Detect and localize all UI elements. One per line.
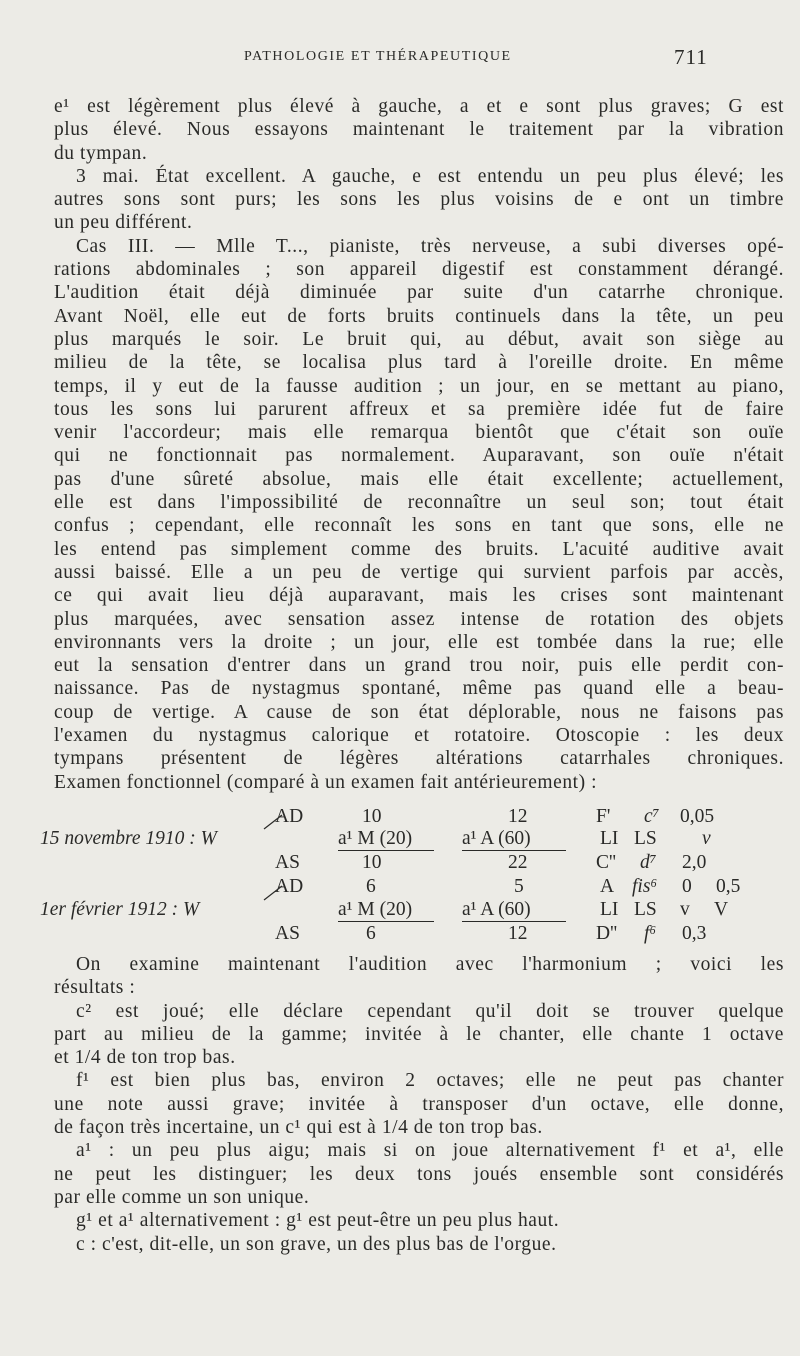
text-line: et 1/4 de ton trop bas.	[54, 1047, 236, 1069]
text-line: plus élevé. Nous essayons maintenant le traitement par la vibration	[54, 119, 784, 141]
exam-date: 15 novembre 1910 : W	[40, 828, 217, 849]
text-line: elle est dans l'impossibilité de reconnaître un seul son; tout était	[54, 492, 784, 514]
result-cell: c⁷	[644, 806, 660, 827]
as-value: 6	[366, 923, 376, 944]
text-line: Cas III. — Mlle T..., pianiste, très nerveuse, a subi diverses opé-	[76, 235, 784, 257]
text-line: milieu de la tête, se localisa plus tard à l'oreille droite. En même	[54, 352, 784, 374]
slash-mark	[262, 814, 284, 830]
text-line: part au milieu de la gamme; invitée à le chanter, elle chante 1 octave	[54, 1023, 784, 1045]
text-line: temps, il y eut de la fausse audition ; un jour, en se mettant au piano,	[54, 375, 784, 397]
result-cell: V	[714, 899, 729, 920]
result-cell: fis⁶	[632, 876, 658, 897]
body-text-lower	[54, 953, 784, 1256]
text-line: L'audition était déjà diminuée par suite d'un catarrhe chronique.	[54, 282, 784, 304]
exam-date: 1er février 1912 : W	[40, 899, 200, 920]
text-line: un peu différent.	[54, 212, 193, 234]
result-cell: v	[680, 899, 690, 920]
text-line: par elle comme un son unique.	[54, 1186, 310, 1208]
result-cell: LI	[600, 899, 619, 920]
text-line: a¹ : un peu plus aigu; mais si on joue alternativement f¹ et a¹, elle	[76, 1140, 784, 1162]
result-cell: LS	[634, 899, 657, 920]
result-cell: 2,0	[682, 852, 707, 873]
result-cell: F'	[596, 806, 611, 827]
running-title: PATHOLOGIE ET THÉRAPEUTIQUE	[244, 49, 512, 64]
text-line: rations abdominales ; son appareil digestif est constamment dérangé.	[54, 259, 784, 281]
tuning-fork-a: a¹ A (60)	[462, 828, 531, 849]
text-line: f¹ est bien plus bas, environ 2 octaves; elle ne peut pas chanter	[76, 1070, 784, 1092]
as-value: 12	[508, 923, 528, 944]
text-line: ne peut les distinguer; les deux tons joués ensemble sont considérés	[54, 1163, 784, 1185]
text-line: les entend pas simplement comme des bruits. L'acuité auditive avait	[54, 538, 784, 560]
hearing-exam-table	[40, 806, 790, 944]
tuning-fork-a: a¹ A (60)	[462, 899, 531, 920]
text-line: g¹ et a¹ alternativement : g¹ est peut-être un peu plus haut.	[76, 1210, 560, 1232]
page-header	[0, 47, 800, 71]
fraction-rule	[462, 850, 566, 851]
result-cell: v	[702, 828, 711, 849]
tuning-fork-m: a¹ M (20)	[338, 828, 413, 849]
text-line: Examen fonctionnel (comparé à un examen fait antérieurement) :	[54, 771, 598, 793]
text-line: Avant Noël, elle eut de forts bruits continuels dans la tête, un peu	[54, 305, 784, 327]
result-cell: LI	[600, 828, 619, 849]
text-line: aussi baissé. Elle a un peu de vertige qui survient parfois par accès,	[54, 561, 784, 583]
result-cell: 0,05	[680, 806, 715, 827]
result-cell: LS	[634, 828, 657, 849]
text-line: pas d'une sûreté absolue, mais elle était excellente; actuellement,	[54, 468, 784, 490]
text-line: c² est joué; elle déclare cependant qu'il doit se trouver quelque	[76, 1000, 784, 1022]
result-cell: D''	[596, 923, 618, 944]
result-cell: f⁶	[644, 923, 657, 944]
as-label: AS	[275, 852, 300, 873]
ad-value: 10	[362, 806, 382, 827]
text-line: c : c'est, dit-elle, un son grave, un des plus bas de l'orgue.	[76, 1233, 557, 1255]
as-label: AS	[275, 923, 300, 944]
ad-label: AD	[275, 806, 304, 827]
fraction-rule	[338, 921, 434, 922]
result-cell: 0,5	[716, 876, 741, 897]
text-line: du tympan.	[54, 142, 148, 164]
ad-value: 12	[508, 806, 528, 827]
text-line: naissance. Pas de nystagmus spontané, même pas quand elle a beau-	[54, 678, 784, 700]
text-line: confus ; cependant, elle reconnaît les sons en tant que sons, elle ne	[54, 515, 784, 537]
text-line: coup de vertige. A cause de son état déplorable, nous ne faisons pas	[54, 701, 784, 723]
text-line: qui ne fonctionnait pas normalement. Auparavant, son ouïe n'était	[54, 445, 784, 467]
text-line: On examine maintenant l'audition avec l'harmonium ; voici les	[76, 954, 784, 975]
result-cell: 0	[682, 876, 692, 897]
text-line: tympans présentent de légères altérations catarrhales chroniques.	[54, 748, 784, 770]
body-text-upper	[54, 95, 784, 794]
as-value: 22	[508, 852, 528, 873]
slash-mark	[262, 885, 284, 901]
result-cell: A	[600, 876, 615, 897]
text-line: venir l'accordeur; mais elle remarqua bientôt que c'était son ouïe	[54, 422, 784, 444]
result-cell: 0,3	[682, 923, 707, 944]
fraction-rule	[462, 921, 566, 922]
text-line: ce qui avait lieu déjà auparavant, mais les crises sont maintenant	[54, 585, 784, 607]
text-line: eut la sensation d'entrer dans un grand trou noir, puis elle perdit con-	[54, 655, 784, 677]
result-cell: C''	[596, 852, 617, 873]
text-line: résultats :	[54, 977, 136, 999]
text-line: de façon très incertaine, un c¹ qui est à 1/4 de ton trop bas.	[54, 1117, 543, 1139]
ad-label: AD	[275, 876, 304, 897]
page-number: 711	[674, 45, 708, 69]
text-line: une note aussi grave; invitée à transposer d'un octave, elle donne,	[54, 1093, 784, 1115]
as-value: 10	[362, 852, 382, 873]
text-line: l'examen du nystagmus calorique et rotatoire. Otoscopie : les deux	[54, 725, 784, 747]
text-line: plus marquées, avec sensation assez intense de rotation des objets	[54, 608, 784, 630]
text-line: 3 mai. État excellent. A gauche, e est entendu un peu plus élevé; les	[76, 165, 784, 187]
text-line: autres sons sont purs; les sons les plus voisins de e ont un timbre	[54, 189, 784, 211]
tuning-fork-m: a¹ M (20)	[338, 899, 413, 920]
text-line: environnants vers la droite ; un jour, elle est tombée dans la rue; elle	[54, 631, 784, 653]
ad-value: 5	[514, 876, 524, 897]
result-cell: d⁷	[640, 852, 657, 873]
text-line: plus marqués le soir. Le bruit qui, au début, avait son siège au	[54, 328, 784, 350]
text-line: e¹ est légèrement plus élevé à gauche, a et e sont plus graves; G est	[54, 96, 784, 117]
fraction-rule	[338, 850, 434, 851]
ad-value: 6	[366, 876, 376, 897]
text-line: tous les sons lui parurent affreux et sa première idée fut de faire	[54, 398, 784, 420]
